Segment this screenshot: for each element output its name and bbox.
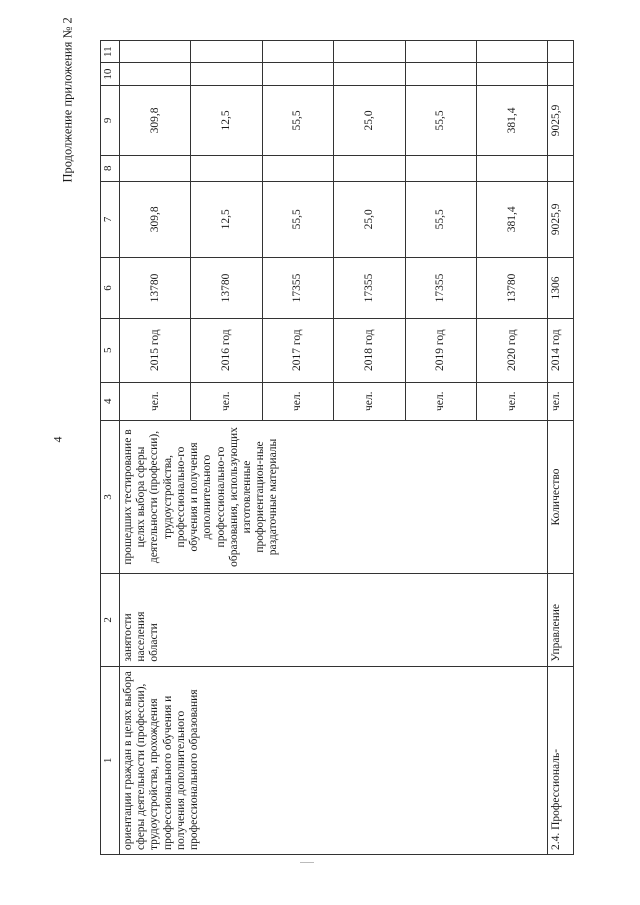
value-cell: 55,5 [262,181,333,258]
col-header-9: 9 [101,85,120,155]
col-header-5: 5 [101,318,120,382]
empty-cell [548,63,574,85]
count-cell: 17355 [405,258,476,319]
value-cell: 55,5 [405,85,476,155]
responsible-body: занятости населения области [120,574,548,667]
col-header-2: 2 [101,574,120,667]
unit-cell: чел. [262,382,333,420]
unit-cell: чел. [120,382,191,420]
value-cell: 12,5 [191,181,262,258]
count-cell: 1306 [548,258,574,319]
measure-description: ориентации граждан в целях выбора сферы деятельности (профессии), трудоустройства, прохождения профессионального обучения и получения дополнительного профессионального образования [120,666,548,854]
value-cell: 9025,9 [548,181,574,258]
empty-cell [476,63,547,85]
col-header-10: 10 [101,63,120,85]
measure-description: 2.4. Профессиональ- [548,666,574,854]
empty-cell [120,41,191,63]
data-table [100,40,574,855]
unit-cell: чел. [334,382,405,420]
page-number: 4 [50,436,65,443]
empty-cell [191,41,262,63]
empty-cell [334,63,405,85]
value-cell: 381,4 [476,85,547,155]
indicator-name: прошедших тестирование в целях выбора сферы деятельности (профессии), трудоустройства, профессионально-го обучения и получения дополнительного профессионально-го образования, использующих изготовленные профориентацион-ные раздаточные материалы [120,420,548,573]
empty-cell [262,41,333,63]
empty-cell [476,155,547,181]
responsible-body: Управление [548,574,574,667]
col-header-1: 1 [101,666,120,854]
unit-cell: чел. [405,382,476,420]
empty-cell [405,41,476,63]
empty-cell [334,155,405,181]
year-cell: 2017 год [262,318,333,382]
empty-cell [120,155,191,181]
value-cell: 309,8 [120,181,191,258]
col-header-4: 4 [101,382,120,420]
unit-cell: чел. [548,382,574,420]
year-cell: 2015 год [120,318,191,382]
unit-cell: чел. [191,382,262,420]
year-cell: 2019 год [405,318,476,382]
year-cell: 2018 год [334,318,405,382]
empty-cell [334,41,405,63]
empty-cell [262,155,333,181]
scan-mark [300,862,314,863]
year-cell: 2016 год [191,318,262,382]
value-cell: 12,5 [191,85,262,155]
col-header-8: 8 [101,155,120,181]
empty-cell [548,41,574,63]
empty-cell [548,155,574,181]
empty-cell [191,155,262,181]
value-cell: 9025,9 [548,85,574,155]
count-cell: 17355 [334,258,405,319]
indicator-name: Количество [548,420,574,573]
value-cell: 55,5 [262,85,333,155]
empty-cell [262,63,333,85]
empty-cell [476,41,547,63]
col-header-6: 6 [101,258,120,319]
empty-cell [191,63,262,85]
count-cell: 13780 [476,258,547,319]
count-cell: 13780 [120,258,191,319]
empty-cell [405,155,476,181]
count-cell: 13780 [191,258,262,319]
col-header-11: 11 [101,41,120,63]
appendix-note: Продолжение приложения № 2 [60,17,75,183]
value-cell: 25,0 [334,181,405,258]
unit-cell: чел. [476,382,547,420]
year-cell: 2020 год [476,318,547,382]
value-cell: 381,4 [476,181,547,258]
column-header-row [101,41,120,855]
empty-cell [405,63,476,85]
table-row [548,41,574,855]
value-cell: 55,5 [405,181,476,258]
empty-cell [120,63,191,85]
year-cell: 2014 год [548,318,574,382]
value-cell: 309,8 [120,85,191,155]
table-row [120,41,191,855]
col-header-3: 3 [101,420,120,573]
col-header-7: 7 [101,181,120,258]
value-cell: 25,0 [334,85,405,155]
count-cell: 17355 [262,258,333,319]
